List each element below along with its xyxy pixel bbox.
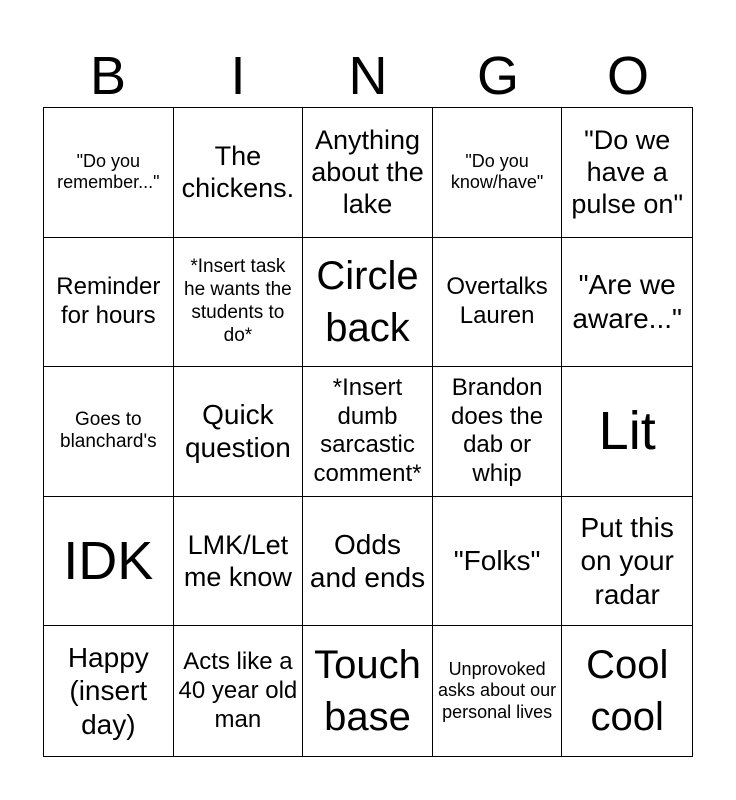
- bingo-cell-r4-c3[interactable]: [303, 497, 433, 627]
- cell-text: IDK: [63, 530, 154, 591]
- bingo-cell-r4-c1[interactable]: [44, 497, 174, 627]
- cell-text: Acts like a 40 year old man: [178, 648, 298, 733]
- header-letter-g: G: [476, 46, 519, 106]
- cell-text: Lit: [598, 401, 656, 462]
- cell-text: Anything about the lake: [311, 124, 424, 220]
- cell-text: Put this on your radar: [580, 511, 674, 610]
- bingo-cell-r3-c5[interactable]: [562, 367, 692, 497]
- bingo-cell-r5-c3[interactable]: [303, 626, 433, 756]
- header-letter-i: I: [230, 46, 246, 106]
- bingo-cell-r5-c2[interactable]: [174, 626, 304, 756]
- header-letter-b: B: [89, 46, 127, 106]
- bingo-cell-r1-c5[interactable]: [562, 108, 692, 238]
- cell-text: Happy (insert day): [67, 641, 149, 740]
- bingo-cell-r5-c4[interactable]: [433, 626, 563, 756]
- cell-text: "Do you know/have": [450, 150, 544, 193]
- bingo-cell-r3-c1[interactable]: [44, 367, 174, 497]
- header-letter-n: N: [348, 46, 388, 106]
- bingo-cell-r2-c3[interactable]: [303, 238, 433, 368]
- cell-text: Touch base: [314, 643, 421, 740]
- bingo-cell-r4-c5[interactable]: [562, 497, 692, 627]
- bingo-cell-r5-c1[interactable]: [44, 626, 174, 756]
- bingo-cell-r2-c1[interactable]: [44, 238, 174, 368]
- bingo-cell-r1-c1[interactable]: [44, 108, 174, 238]
- bingo-header: [43, 44, 693, 108]
- cell-text: Goes to blanchard's: [60, 408, 157, 453]
- bingo-cell-r1-c4[interactable]: [433, 108, 563, 238]
- cell-text: Cool cool: [586, 643, 669, 740]
- cell-text: "Are we aware...": [572, 269, 682, 334]
- cell-text: "Folks": [453, 545, 541, 577]
- bingo-cell-r4-c2[interactable]: [174, 497, 304, 627]
- cell-text: Odds and ends: [309, 528, 426, 594]
- header-letter-o: O: [606, 46, 649, 106]
- cell-text: *Insert dumb sarcastic comment*: [313, 373, 422, 488]
- cell-text: Reminder for hours: [56, 273, 161, 329]
- cell-text: Overtalks Lauren: [446, 273, 548, 329]
- bingo-cell-r2-c2[interactable]: [174, 238, 304, 368]
- cell-text: Brandon does the dab or whip: [451, 373, 544, 488]
- bingo-cell-r3-c3[interactable]: [303, 367, 433, 497]
- bingo-cell-r3-c4[interactable]: [433, 367, 563, 497]
- bingo-cell-r4-c4[interactable]: [433, 497, 563, 627]
- cell-text: *Insert task he wants the students to do*: [184, 256, 292, 346]
- bingo-cell-r1-c2[interactable]: [174, 108, 304, 238]
- cell-text: Quick question: [184, 398, 291, 464]
- cell-text: "Do we have a pulse on": [571, 124, 684, 220]
- cell-text: LMK/Let me know: [183, 529, 292, 593]
- bingo-cell-r2-c5[interactable]: [562, 238, 692, 368]
- bingo-cell-r3-c2[interactable]: [174, 367, 304, 497]
- bingo-cell-r1-c3[interactable]: [303, 108, 433, 238]
- bingo-cell-r5-c5[interactable]: [562, 626, 692, 756]
- cell-text: "Do you remember...": [57, 150, 160, 193]
- bingo-cell-r2-c4[interactable]: [433, 238, 563, 368]
- cell-text: Circle back: [316, 253, 419, 350]
- bingo-board: [43, 107, 693, 757]
- cell-text: Unprovoked asks about our personal lives: [438, 658, 557, 722]
- cell-text: The chickens.: [181, 140, 295, 204]
